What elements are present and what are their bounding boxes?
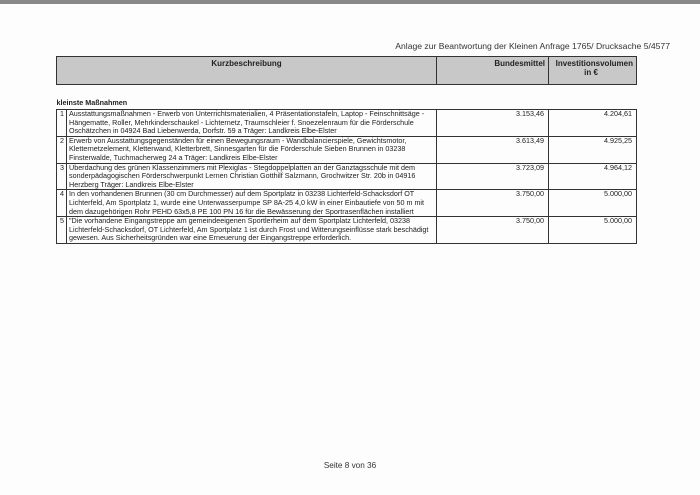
row-investitionsvolumen: 5.000,00 <box>549 190 637 217</box>
row-bundesmittel: 3.153,46 <box>437 110 549 137</box>
scan-edge <box>0 0 700 4</box>
col-header-inv-label: Investitionsvolumen <box>555 59 634 68</box>
row-description: Überdachung des grünen Klassenzimmers mit Plexiglas - Stegdoppelplatten an der Ganztagsschule mit dem sonderpädagogischen Förderschwerpunkt Lernen Christian Gotthilf Salzmann, Grochwitzer Str. 20b in 04916 Herzberg Träger: Landkreis Elbe-Elster <box>67 163 437 190</box>
row-bundesmittel: 3.750,00 <box>437 217 549 244</box>
table-row <box>57 110 637 137</box>
col-header-bundesmittel: Bundesmittel <box>437 57 549 85</box>
row-bundesmittel: 3.723,09 <box>437 163 549 190</box>
section-row <box>57 99 637 110</box>
row-description: "Die vorhandene Eingangstreppe am gemeindeeigenen Sportlerheim auf dem Sportplatz Lichterfeld, 03238 Lichterfeld-Schacksdorf, OT Lichterfeld, Am Sportplatz 1 ist durch Frost und Witterungseinflüsse stark beschädigt gewesen. Aus Sicherheitsgründen war eine Erneuerung der Eingangstreppe erforderlich. <box>67 217 437 244</box>
measures-table <box>56 56 637 244</box>
row-bundesmittel: 3.613,49 <box>437 136 549 163</box>
row-number: 1 <box>57 110 67 137</box>
document-header: Anlage zur Beantwortung der Kleinen Anfrage 1765/ Drucksache 5/4577 <box>395 41 670 51</box>
table-row <box>57 217 637 244</box>
row-description: In den vorhandenen Brunnen (30 cm Durchmesser) auf dem Sportplatz in 03238 Lichterfeld-Schacksdorf OT Lichterfeld, Am Sportplatz 1, wurde eine Unterwasserpumpe SP 8A-25 4,0 kW in einer Einbautiefe von 50 m mit dem dazugehörigen Rohr PEHD 63x5,8 PE 100 PN 16 für die Bewässerung der Sportrasenflächen installiert <box>67 190 437 217</box>
section-title: kleinste Maßnahmen <box>56 98 128 107</box>
row-bundesmittel: 3.750,00 <box>437 190 549 217</box>
table-row <box>57 190 637 217</box>
row-description: Erwerb von Ausstattungsgegenständen für einen Bewegungsraum - Wandbalancierspiele, Gewichtsmotor, Kletternetzelement, Kletterwand, Kletterbrett, Sinnesgarten für die Förderschule Sieben Brunnen in 03238 Finsterwalde, Tuchmacherweg 24 a Träger: Landkreis Elbe-Elster <box>67 136 437 163</box>
col-header-investitionsvolumen <box>549 57 637 85</box>
row-number: 2 <box>57 136 67 163</box>
row-investitionsvolumen: 4.925,25 <box>549 136 637 163</box>
row-number: 4 <box>57 190 67 217</box>
col-header-description: Kurzbeschreibung <box>57 57 437 85</box>
row-description: Ausstattungsmaßnahmen - Erwerb von Unterrichtsmaterialien, 4 Präsentationstafeln, Laptop - Feinschnittsäge - Hängematte, Roller, Mehrkinderschaukel - Lichternetz, Traumschleier f. Snoezelenraum für die Förderschule Oschätzchen in 04924 Bad Liebenwerda, Dorfstr. 59 a Träger: Landkreis Elbe-Elster <box>67 110 437 137</box>
row-number: 3 <box>57 163 67 190</box>
row-investitionsvolumen: 4.964,12 <box>549 163 637 190</box>
row-investitionsvolumen: 5.000,00 <box>549 217 637 244</box>
page-footer: Seite 8 von 36 <box>323 461 377 470</box>
table-header-row <box>57 57 637 85</box>
col-header-inv-unit: in € <box>584 67 598 77</box>
table-row <box>57 136 637 163</box>
row-investitionsvolumen: 4.204,61 <box>549 110 637 137</box>
table-row <box>57 163 637 190</box>
row-number: 5 <box>57 217 67 244</box>
